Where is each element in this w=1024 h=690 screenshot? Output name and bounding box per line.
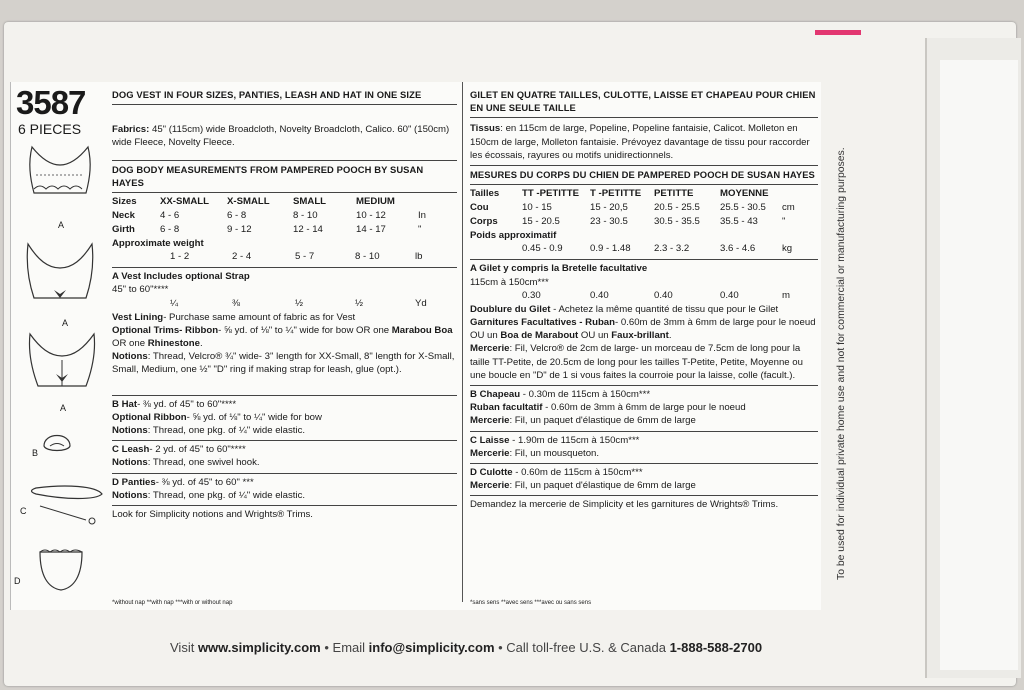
fr-mercerie-a: Mercerie: Fil, Velcro® de 2cm de large- un morceau de 7.5cm de long pour la taille TT-Petite, de 20.5cm de long pour les tailles T-Petite, Petite, Moyenne ou une boucle en "D" de 1 si vous faites la courroie pour la laisse, colle (facult.). xyxy=(470,343,803,381)
en-title: DOG VEST IN FOUR SIZES, PANTIES, LEASH AND HAT IN ONE SIZE xyxy=(112,89,422,100)
fr-b-chapeau: B Chapeau - 0.30m de 115cm à 150cm*** xyxy=(470,389,651,401)
table-row: 1 - 2 2 - 4 5 - 7 8 - 10 lb xyxy=(170,251,423,263)
fr-a-meters xyxy=(470,289,790,303)
fr-measurements-table xyxy=(470,187,795,229)
table-row: Tailles TT -PETITTE T -PETITTE PETITTE MOYENNE xyxy=(470,188,769,200)
dog-panties-icon xyxy=(36,546,86,602)
fr-tissus: Tissus: en 115cm de large, Popeline, Popeline fantaisie, Calicot. Molleton en 150cm de large, Molleton fantaisie. Prévoyez davantage de tissu pour raccorder les écossais, rayures ou motifs unidirectionnels. xyxy=(470,123,810,161)
fr-doublure: Doublure du Gilet - Achetez la même quantité de tissu que pour le Gilet xyxy=(470,303,779,315)
view-label-a3: A xyxy=(60,403,67,413)
table-row: 0.45 - 0.9 0.9 - 1.48 2.3 - 3.2 3.6 - 4.6 kg xyxy=(522,243,793,255)
en-b-notions: Notions: Thread, one pkg. of ¼" wide elastic. xyxy=(112,425,306,437)
english-column xyxy=(112,88,457,521)
dog-hat-icon xyxy=(40,424,74,458)
pattern-number: 3587 xyxy=(16,84,86,121)
table-row: Cou 10 - 15 15 - 20,5 20.5 - 25.5 25.5 - 30.5 cm xyxy=(470,202,795,214)
table-row: Sizes XX-SMALL X-SMALL SMALL MEDIUM xyxy=(112,196,395,208)
dog-leash-icon xyxy=(26,480,108,526)
en-meas-title: DOG BODY MEASUREMENTS FROM PAMPERED POOCH BY SUSAN HAYES xyxy=(112,163,424,188)
column-divider xyxy=(462,82,463,602)
en-notions-a: Notions: Thread, Velcro® ¾" wide- 3" length for XX-Small, 8" length for X-Small, Small, Medium, one ½" "D" ring if making strap for leash, glue (opt.). xyxy=(112,351,455,376)
en-trims: Optional Trims- Ribbon- ⅝ yd. of ⅛" to ¼" wide for bow OR one Marabou Boa OR one Rhinestone. xyxy=(112,324,453,350)
fr-title: GILET EN QUATRE TAILLES, CULOTTE, LAISSE ET CHAPEAU POUR CHIEN EN UNE SEULE TAILLE xyxy=(470,89,816,114)
fr-demandez: Demandez la mercerie de Simplicity et les garnitures de Wrights® Trims. xyxy=(470,499,779,511)
vertical-usage-note: To be used for individual private home use and not for commercial or manufacturing purposes. xyxy=(836,147,847,580)
fr-b-mercerie: Mercerie: Fil, un paquet d'élastique de 6mm de large xyxy=(470,415,696,427)
en-a-width: 45" to 60"**** xyxy=(112,284,169,296)
dog-vest-rhinestone-icon xyxy=(22,330,102,400)
fr-meas-title: MESURES DU CORPS DU CHIEN DE PAMPERED POOCH DE SUSAN HAYES xyxy=(470,169,815,181)
en-d-panties: D Panties- ⅜ yd. of 45" to 60" *** xyxy=(112,476,254,488)
en-b-hat: B Hat- ⅜ yd. of 45" to 60"**** xyxy=(112,398,237,410)
en-c-leash: C Leash- 2 yd. of 45" to 60"**** xyxy=(112,444,246,456)
pieces-count: 6 PIECES xyxy=(18,121,82,137)
en-footnote: *without nap **with nap ***with or without nap xyxy=(112,600,233,606)
view-label-a2: A xyxy=(62,318,69,328)
en-measurements-table xyxy=(112,195,426,237)
en-a-vest: A Vest Includes optional Strap xyxy=(112,271,250,283)
table-row: Girth 6 - 8 9 - 12 12 - 14 14 - 17 " xyxy=(112,224,422,236)
en-weight-label: Approximate weight xyxy=(112,238,204,250)
table-row: ¼ ⅜ ½ ½ Yd xyxy=(170,297,427,309)
phone-number: 1-888-588-2700 xyxy=(669,640,763,655)
view-label-d: D xyxy=(14,576,21,586)
fr-d-culotte: D Culotte - 0.60m de 115cm à 150cm*** xyxy=(470,467,643,479)
french-column xyxy=(470,88,818,512)
fr-d-mercerie: Mercerie: Fil, un paquet d'élastique de 6mm de large xyxy=(470,480,696,492)
email-link: info@simplicity.com xyxy=(368,640,495,655)
fr-footnote: *sans sens **avec sens ***avec ou sans sens xyxy=(470,600,592,606)
dog-vest-bow-icon xyxy=(18,240,102,310)
en-fabrics: Fabrics: 45" (115cm) wide Broadcloth, Novelty Broadcloth, Calico. 60" (150cm) wide Fleece, Novelty Fleece. xyxy=(112,124,450,149)
fr-a-gilet: A Gilet y compris la Bretelle facultative xyxy=(470,263,648,275)
view-label-b: B xyxy=(32,448,39,458)
fr-c-laisse: C Laisse - 1.90m de 115cm à 150cm*** xyxy=(470,434,640,446)
en-lining: Vest Lining- Purchase same amount of fabric as for Vest xyxy=(112,311,356,323)
footer-contact: Visit www.simplicity.com • Email info@simplicity.com • Call toll-free U.S. & Canada 1-888-588-2700 xyxy=(170,640,763,655)
fr-weight-label: Poids approximatif xyxy=(470,230,557,242)
table-row: Neck 4 - 6 6 - 8 8 - 10 10 - 12 In xyxy=(112,210,427,222)
en-c-notions: Notions: Thread, one swivel hook. xyxy=(112,457,260,469)
fr-a-width: 115cm à 150cm*** xyxy=(470,276,549,288)
table-row: Corps 15 - 20.5 23 - 30.5 30.5 - 35.5 35.5 - 43 " xyxy=(470,216,786,228)
table-row: 0.30 0.40 0.40 0.40 m xyxy=(522,289,790,301)
en-weight-table xyxy=(112,250,422,264)
fr-c-mercerie: Mercerie: Fil, un mousqueton. xyxy=(470,447,600,459)
en-a-yardage xyxy=(112,297,427,311)
en-b-ribbon: Optional Ribbon- ⅝ yd. of ⅛" to ¼" wide for bow xyxy=(112,411,322,423)
fr-garnitures: Garnitures Facultatives - Ruban- 0.60m de 3mm à 6mm de large pour le noeud OU un Boa de Marabout OU un Faux-brillant. xyxy=(470,317,816,342)
view-label-a1: A xyxy=(58,220,65,230)
fr-weight-table xyxy=(470,242,792,256)
envelope-flap-inner xyxy=(940,60,1018,670)
website-link: www.simplicity.com xyxy=(197,640,321,655)
dog-vest-icon xyxy=(20,143,100,218)
view-label-c: C xyxy=(20,506,27,516)
fr-b-ruban: Ruban facultatif - 0.60m de 3mm à 6mm de large pour le noeud xyxy=(470,402,746,414)
en-lookfor: Look for Simplicity notions and Wrights® Trims. xyxy=(112,509,313,521)
en-d-notions: Notions: Thread, one pkg. of ¼" wide elastic. xyxy=(112,489,306,501)
pink-mark xyxy=(815,30,861,35)
